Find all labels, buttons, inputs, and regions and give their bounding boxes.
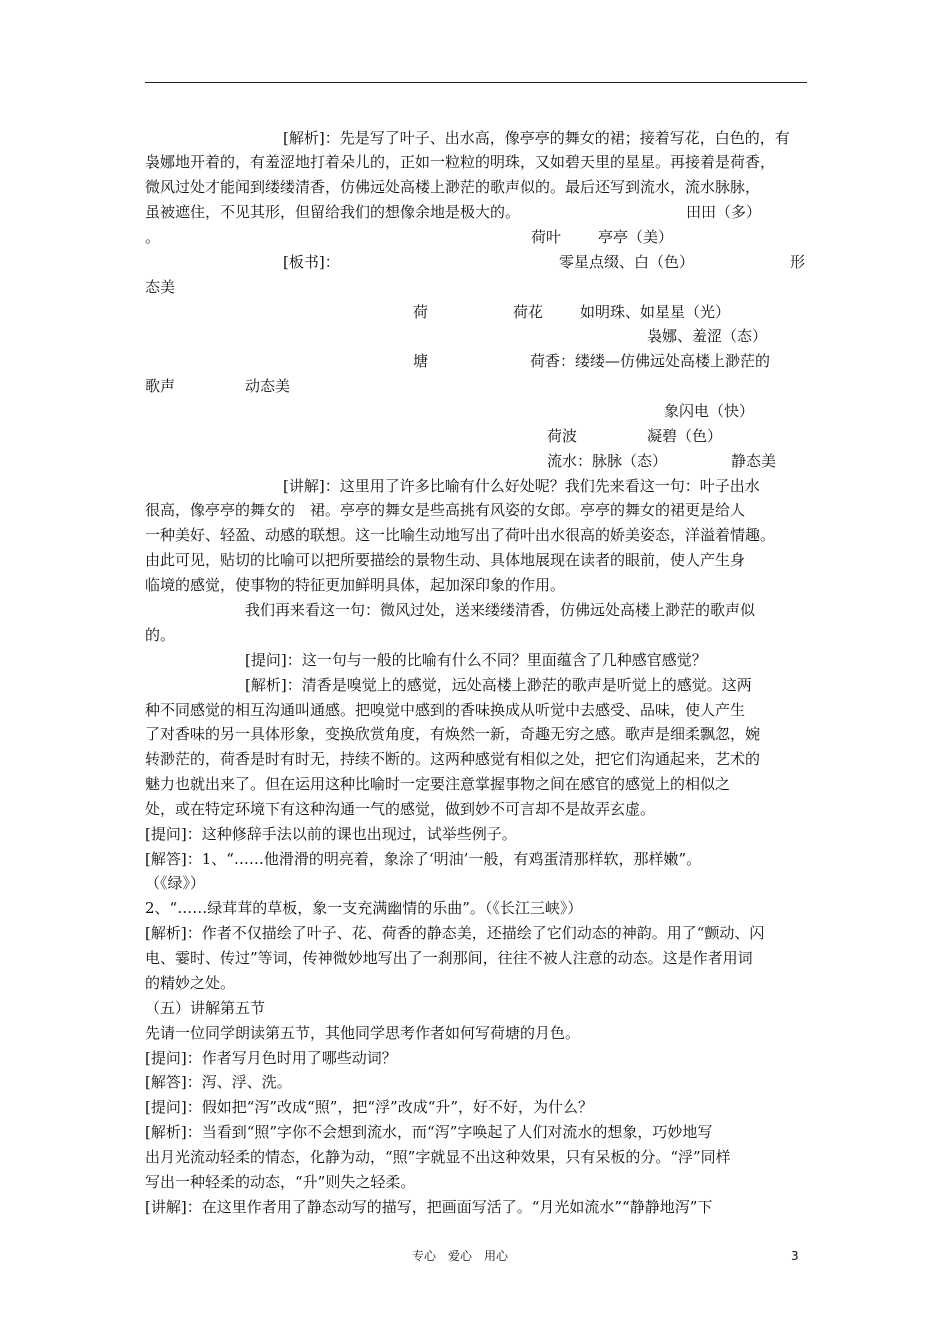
- analysis-2-line-6: 处，或在特定环境下有这种沟通一气的感觉，做到妙不可言却不是故弄玄虚。: [145, 800, 656, 818]
- board-dongtai: 动态美: [245, 377, 291, 395]
- board-xing: 形: [790, 253, 806, 271]
- lecture-line-1: [讲解]：这里用了许多比喻有什么好处呢？我们先来看这一句：叶子出水: [283, 477, 760, 495]
- lecture-line-5: 临境的感觉，使事物的特征更加鲜明具体，起加深印象的作用。: [145, 576, 566, 594]
- answer-1-line-2: （《绿》）: [145, 874, 206, 892]
- board-hexiang: 荷香：缕缕—仿佛远处高楼上渺茫的: [530, 352, 771, 370]
- board-tingting: 亭亭（美）: [598, 228, 674, 246]
- analysis-line-5: 。: [145, 228, 161, 246]
- analysis-2-line-5: 魅力也就出来了。但在运用这种比喻时一定要注意掌握事物之间在感官的感觉上的相似之: [145, 775, 731, 793]
- lecture-line-3: 一种美好、轻盈、动感的联想。这一比喻生动地写出了荷叶出水很高的娇美姿态，洋溢着情趣。: [145, 526, 776, 544]
- header-rule: [145, 82, 807, 83]
- analysis-line-2: 袅娜地开着的，有羞涩地打着朵儿的，正如一粒粒的明珠，又如碧天里的星星。再接着是荷香，: [145, 153, 776, 171]
- board-taimei: 态美: [145, 278, 176, 296]
- board-hebo: 荷波: [547, 427, 578, 445]
- answer-1-line-3: 2、“……绿茸茸的草板，象一支充满幽情的乐曲”。（《长江三峡》）: [145, 899, 583, 917]
- question-2: [提问]：这种修辞手法以前的课也出现过，试举些例子。: [145, 825, 517, 843]
- footer-motto: 专心 爱心 用心: [412, 1249, 509, 1263]
- board-tiantian: 田田（多）: [686, 203, 762, 221]
- analysis-4-line-1: [解析]：当看到“照”字你不会想到流水，而“泻”字唤起了人们对流水的想象，巧妙地写: [145, 1123, 713, 1141]
- analysis-2-line-2: 种不同感觉的相互沟通叫通感。把嗅觉中感到的香味换成从听觉中去感受、品味，使人产生: [145, 701, 746, 719]
- board-lingxing: 零星点缀、白（色）: [559, 253, 695, 271]
- board-tang: 塘: [413, 352, 429, 370]
- board-niaona: 袅娜、羞涩（态）: [647, 327, 768, 345]
- board-gesheng: 歌声: [145, 377, 176, 395]
- board-he: 荷: [413, 303, 429, 321]
- board-ningbi: 凝碧（色）: [647, 427, 723, 445]
- analysis-4-line-3: 写出一种轻柔的动态，“升”则失之轻柔。: [145, 1173, 416, 1191]
- board-mingzhu: 如明珠、如星星（光）: [580, 303, 731, 321]
- section-five-heading: （五）讲解第五节: [145, 999, 266, 1017]
- question-3: [提问]：作者写月色时用了哪些动词？: [145, 1049, 397, 1067]
- board-hehua: 荷花: [513, 303, 544, 321]
- analysis-2-line-3: 了对香味的另一具体形象，变换欣赏角度，有焕然一新，奇趣无穷之感。歌声是细柔飘忽，婉: [145, 725, 761, 743]
- paragraph-line-2: 的。: [145, 626, 176, 644]
- question-1: [提问]：这一句与一般的比喻有什么不同？里面蕴含了几种感官感觉？: [245, 651, 707, 669]
- board-jingtai: 静态美: [731, 452, 777, 470]
- analysis-3-line-3: 的精妙之处。: [145, 974, 236, 992]
- answer-2: [解答]：泻、浮、洗。: [145, 1073, 292, 1091]
- board-liushui: 流水：脉脉（态）: [547, 452, 668, 470]
- analysis-2-line-4: 转渺茫的，荷香是时有时无，持续不断的。这两种感觉有相似之处，把它们沟通起来，艺术的: [145, 750, 761, 768]
- section-five-intro: 先请一位同学朗读第五节，其他同学思考作者如何写荷塘的月色。: [145, 1024, 581, 1042]
- page-number: 3: [791, 1249, 799, 1263]
- analysis-3-line-1: [解析]：作者不仅描绘了叶子、花、荷香的静态美，还描绘了它们动态的神韵。用了“颤动、闪: [145, 924, 765, 942]
- board-label: [板书]：: [283, 253, 340, 271]
- analysis-3-line-2: 电、霎时、传过”等词，传神微妙地写出了一刹那间，往往不被人注意的动态。这是作者用词: [145, 949, 753, 967]
- analysis-4-line-2: 出月光流动轻柔的情态，化静为动，“照”字就显不出这种效果，只有呆板的分。“浮”同样: [145, 1148, 731, 1166]
- answer-1-line-1: [解答]：1、“……他滑滑的明亮着，象涂了‘明油’一般，有鸡蛋清那样软，那样嫩”。: [145, 850, 702, 868]
- analysis-line-1: [解析]：先是写了叶子、出水高，像亭亭的舞女的裙；接着写花，白色的，有: [283, 129, 790, 147]
- analysis-2-line-1: [解析]：清香是嗅觉上的感觉，远处高楼上渺茫的歌声是听觉上的感觉。这两: [245, 676, 752, 694]
- paragraph-line-1: 我们再来看这一句：微风过处，送来缕缕清香，仿佛远处高楼上渺茫的歌声似: [245, 601, 756, 619]
- lecture-2-line-1: [讲解]：在这里作者用了静态动写的描写，把画面写活了。“月光如流水”“静静地泻”下: [145, 1198, 713, 1216]
- analysis-line-3: 微风过处才能闻到缕缕清香，仿佛远处高楼上渺茫的歌声似的。最后还写到流水，流水脉脉，: [145, 178, 761, 196]
- board-heye: 荷叶: [531, 228, 562, 246]
- board-shandian: 象闪电（快）: [664, 402, 755, 420]
- lecture-line-2: 很高，像亭亭的舞女的 裙。亭亭的舞女是些高挑有风姿的女郎。亭亭的舞女的裙更是给人: [145, 501, 746, 519]
- question-4: [提问]：假如把“泻”改成“照”，把“浮”改成“升”，好不好，为什么？: [145, 1098, 594, 1116]
- lecture-line-4: 由此可见，贴切的比喻可以把所要描绘的景物生动、具体地展现在读者的眼前，使人产生身: [145, 551, 746, 569]
- analysis-line-4: 虽被遮住，不见其形，但留给我们的想像余地是极大的。: [145, 203, 521, 221]
